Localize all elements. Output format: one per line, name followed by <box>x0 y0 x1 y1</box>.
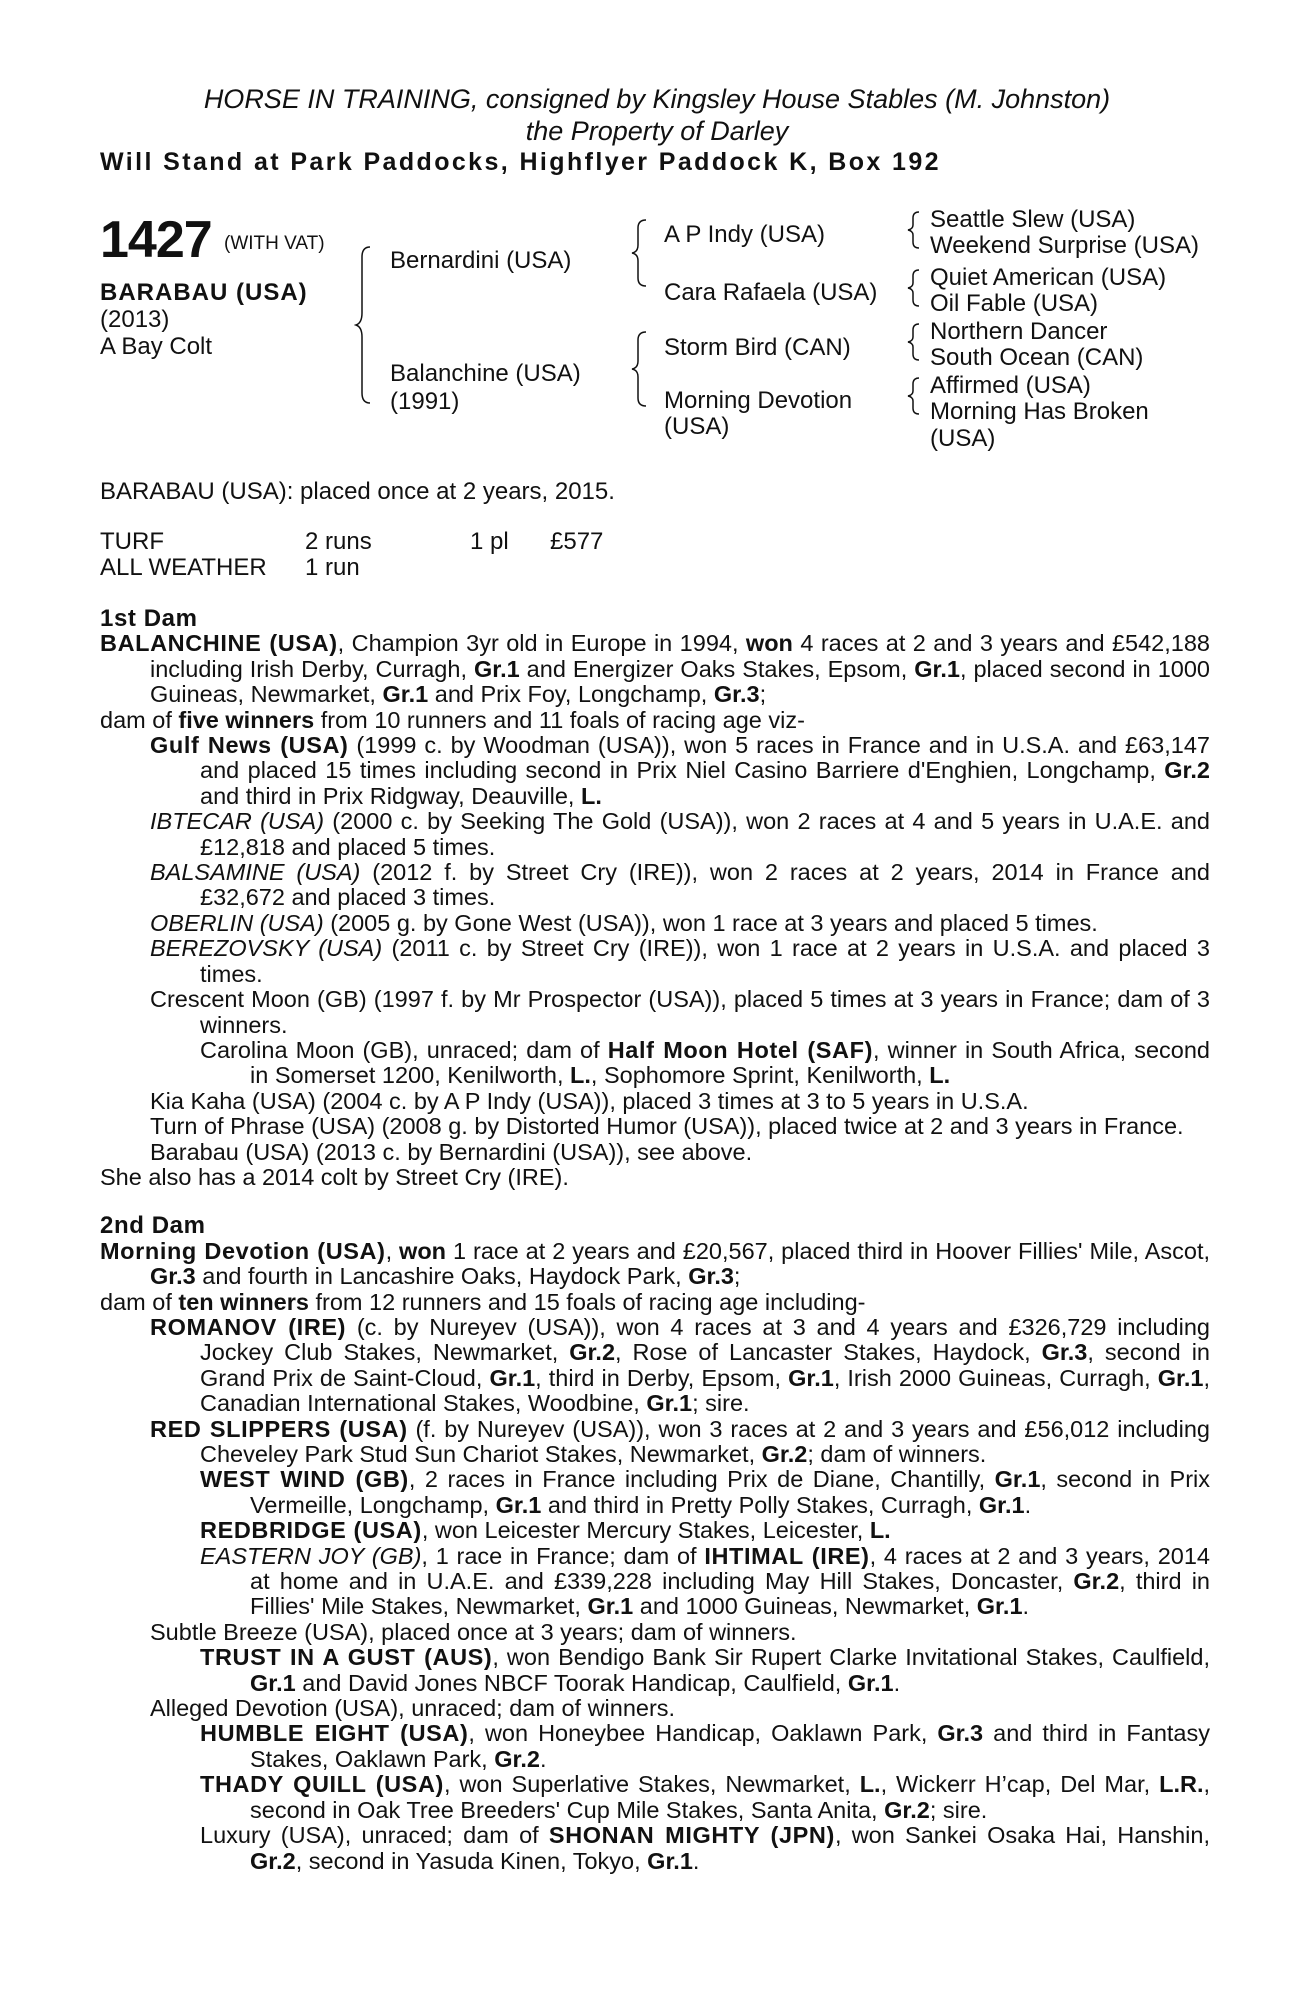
produce-red-slippers: RED SLIPPERS (USA) (f. by Nureyev (USA)), won 3 races at 2 and 3 years and £56,012 including Cheveley Park Stud Sun Chariot Stakes, Newmarket, Gr.2; dam of winners. <box>150 1415 1210 1467</box>
vat-label: (WITH VAT) <box>224 233 325 254</box>
turf-earnings: £577 <box>550 528 604 555</box>
first-dam-produce-summary: dam of five winners from 10 runners and 11 foals of racing age viz- <box>100 706 805 733</box>
produce-gulf-news: Gulf News (USA) (1999 c. by Woodman (USA)), won 5 races in France and in U.S.A. and £63,147 and placed 15 times including second in Prix Niel Casino Barriere d'Enghien, Longchamp, Gr.2 and third in Prix Ridgway, Deauville, L. <box>150 732 1210 809</box>
pedigree-brace-g4 <box>905 376 929 416</box>
first-dam-also: She also has a 2014 colt by Street Cry (IRE). <box>100 1163 569 1190</box>
lot-number: 1427 <box>100 211 212 269</box>
produce-kia-kaha: Kia Kaha (USA) (2004 c. by A P Indy (USA)), placed 3 times at 3 to 5 years in U.S.A. <box>150 1087 1029 1114</box>
pedigree-g1: Seattle Slew (USA) <box>930 206 1136 233</box>
produce-berezovsky: BEREZOVSKY (USA) (2011 c. by Street Cry (IRE)), won 1 race at 2 years in U.S.A. and placed 3 times. <box>150 935 1210 987</box>
pedigree-g2: Weekend Surprise (USA) <box>930 232 1199 259</box>
produce-record <box>100 606 1210 1874</box>
pedigree-brace-g1 <box>905 210 929 250</box>
second-dam-produce-summary: dam of ten winners from 12 runners and 15 foals of racing age including- <box>100 1288 866 1315</box>
produce-balsamine: BALSAMINE (USA) (2012 f. by Street Cry (IRE)), won 2 races at 2 years, 2014 in France and £32,672 and placed 3 times. <box>150 859 1210 911</box>
first-dam-entry: BALANCHINE (USA), Champion 3yr old in Europe in 1994, won 4 races at 2 and 3 years and £542,188 including Irish Derby, Curragh, Gr.1 and Energizer Oaks Stakes, Epsom, Gr.1, placed second in 1000 Guineas, Newmarket, Gr.1 and Prix Foy, Longchamp, Gr.3; <box>100 630 1210 708</box>
pedigree-dam-year: (1991) <box>390 388 460 415</box>
produce-romanov: ROMANOV (IRE) (c. by Nureyev (USA)), won 4 races at 3 and 4 years and £326,729 including Jockey Club Stakes, Newmarket, Gr.2, Rose of Lancaster Stakes, Haydock, Gr.3, second in Grand Prix de Saint-Cloud, Gr.1, third in Derby, Epsom, Gr.1, Irish 2000 Guineas, Curragh, Gr.1, Canadian International Stakes, Woodbine, Gr.1; sire. <box>150 1313 1211 1417</box>
produce-west-wind: WEST WIND (GB), 2 races in France including Prix de Diane, Chantilly, Gr.1, second in Prix Vermeille, Longchamp, Gr.1 and third in Pretty Polly Stakes, Curragh, Gr.1. <box>200 1466 1210 1518</box>
pedigree-dam: Balanchine (USA) <box>390 360 581 387</box>
pedigree-g6: South Ocean (CAN) <box>930 344 1144 371</box>
produce-ibtecar: IBTECAR (USA) (2000 c. by Seeking The Gold (USA)), won 2 races at 4 and 5 years in U.A.E. and £12,818 and placed 5 times. <box>150 808 1210 860</box>
race-summary: BARABAU (USA): placed once at 2 years, 2015. <box>100 478 615 505</box>
pedigree-dam-dam-suffix: (USA) <box>664 413 730 440</box>
first-dam-heading: 1st Dam <box>100 605 198 632</box>
pedigree-g3: Quiet American (USA) <box>930 264 1167 291</box>
aw-label: ALL WEATHER <box>100 554 267 581</box>
produce-oberlin: OBERLIN (USA) (2005 g. by Gone West (USA)), won 1 race at 3 years and placed 5 times. <box>150 909 1098 936</box>
produce-turn-of-phrase: Turn of Phrase (USA) (2008 g. by Distorted Humor (USA)), placed twice at 2 and 3 years in France. <box>150 1113 1184 1140</box>
second-dam-entry: Morning Devotion (USA), won 1 race at 2 years and £20,567, placed third in Hoover Fillies' Mile, Ascot, Gr.3 and fourth in Lancashire Oaks, Haydock Park, Gr.3; <box>100 1237 1211 1290</box>
pedigree-brace-g3 <box>905 322 929 362</box>
second-dam-heading: 2nd Dam <box>100 1212 206 1240</box>
dam-name: BALANCHINE (USA) <box>100 630 338 657</box>
turf-runs: 2 runs <box>305 528 372 555</box>
pedigree-g4: Oil Fable (USA) <box>930 290 1099 317</box>
turf-placed: 1 pl <box>470 528 509 555</box>
horse-description: A Bay Colt <box>100 333 213 360</box>
pedigree-brace-parents <box>354 245 384 405</box>
aw-runs: 1 run <box>305 554 360 581</box>
produce-carolina-moon: Carolina Moon (GB), unraced; dam of Half Moon Hotel (SAF), winner in South Africa, second in Somerset 1200, Kenilworth, L., Sophomore Sprint, Kenilworth, L. <box>200 1036 1210 1089</box>
header-location: Will Stand at Park Paddocks, Highflyer Paddock K, Box 192 <box>100 148 941 176</box>
pedigree-sire: Bernardini (USA) <box>390 247 572 274</box>
pedigree-brace-g2 <box>905 268 929 308</box>
foaling-year: (2013) <box>100 306 170 333</box>
produce-subtle-breeze: Subtle Breeze (USA), placed once at 3 years; dam of winners. <box>150 1618 797 1645</box>
produce-trust-in-a-gust: TRUST IN A GUST (AUS), won Bendigo Bank Sir Rupert Clarke Invitational Stakes, Caulfield, Gr.1 and David Jones NBCF Toorak Handicap, Caulfield, Gr.1. <box>200 1644 1210 1696</box>
produce-redbridge: REDBRIDGE (USA), won Leicester Mercury Stakes, Leicester, L. <box>200 1517 891 1544</box>
pedigree-brace-dam <box>630 330 660 408</box>
pedigree-brace-sire <box>630 218 660 288</box>
turf-label: TURF <box>100 528 164 555</box>
pedigree-g5: Northern Dancer <box>930 318 1108 345</box>
pedigree-dam-sire: Storm Bird (CAN) <box>664 334 851 361</box>
pedigree-dam-dam: Morning Devotion <box>664 387 853 414</box>
pedigree-g8: Morning Has Broken <box>930 398 1149 425</box>
pedigree-sire-sire: A P Indy (USA) <box>664 221 825 248</box>
produce-eastern-joy: EASTERN JOY (GB), 1 race in France; dam of IHTIMAL (IRE), 4 races at 2 and 3 years, 2014 at home and in U.A.E. and £339,228 including May Hill Stakes, Doncaster, Gr.2, third in Fillies' Mile Stakes, Newmarket, Gr.1 and 1000 Guineas, Newmarket, Gr.1. <box>200 1542 1211 1620</box>
produce-barabau: Barabau (USA) (2013 c. by Bernardini (USA)), see above. <box>150 1138 753 1165</box>
header-consignor: HORSE IN TRAINING, consigned by Kingsley House Stables (M. Johnston) <box>203 84 1111 114</box>
header-property: the Property of Darley <box>525 116 789 146</box>
produce-crescent-moon: Crescent Moon (GB) (1997 f. by Mr Prospector (USA)), placed 5 times at 3 years in France; dam of 3 winners. <box>150 986 1210 1038</box>
produce-alleged-devotion: Alleged Devotion (USA), unraced; dam of winners. <box>150 1695 676 1722</box>
produce-luxury: Luxury (USA), unraced; dam of SHONAN MIGHTY (JPN), won Sankei Osaka Hai, Hanshin, Gr.2, second in Yasuda Kinen, Tokyo, Gr.1. <box>200 1822 1210 1874</box>
pedigree-g8-suffix: (USA) <box>930 425 996 452</box>
pedigree-g7: Affirmed (USA) <box>930 372 1091 399</box>
produce-humble-eight: HUMBLE EIGHT (USA), won Honeybee Handicap, Oaklawn Park, Gr.3 and third in Fantasy Stakes, Oaklawn Park, Gr.2. <box>200 1720 1210 1772</box>
horse-name: BARABAU (USA) <box>100 279 308 306</box>
produce-thady-quill: THADY QUILL (USA), won Superlative Stakes, Newmarket, L., Wickerr H’cap, Del Mar, L.R., second in Oak Tree Breeders' Cup Mile Stakes, Santa Anita, Gr.2; sire. <box>200 1771 1211 1823</box>
pedigree-sire-dam: Cara Rafaela (USA) <box>664 279 878 306</box>
